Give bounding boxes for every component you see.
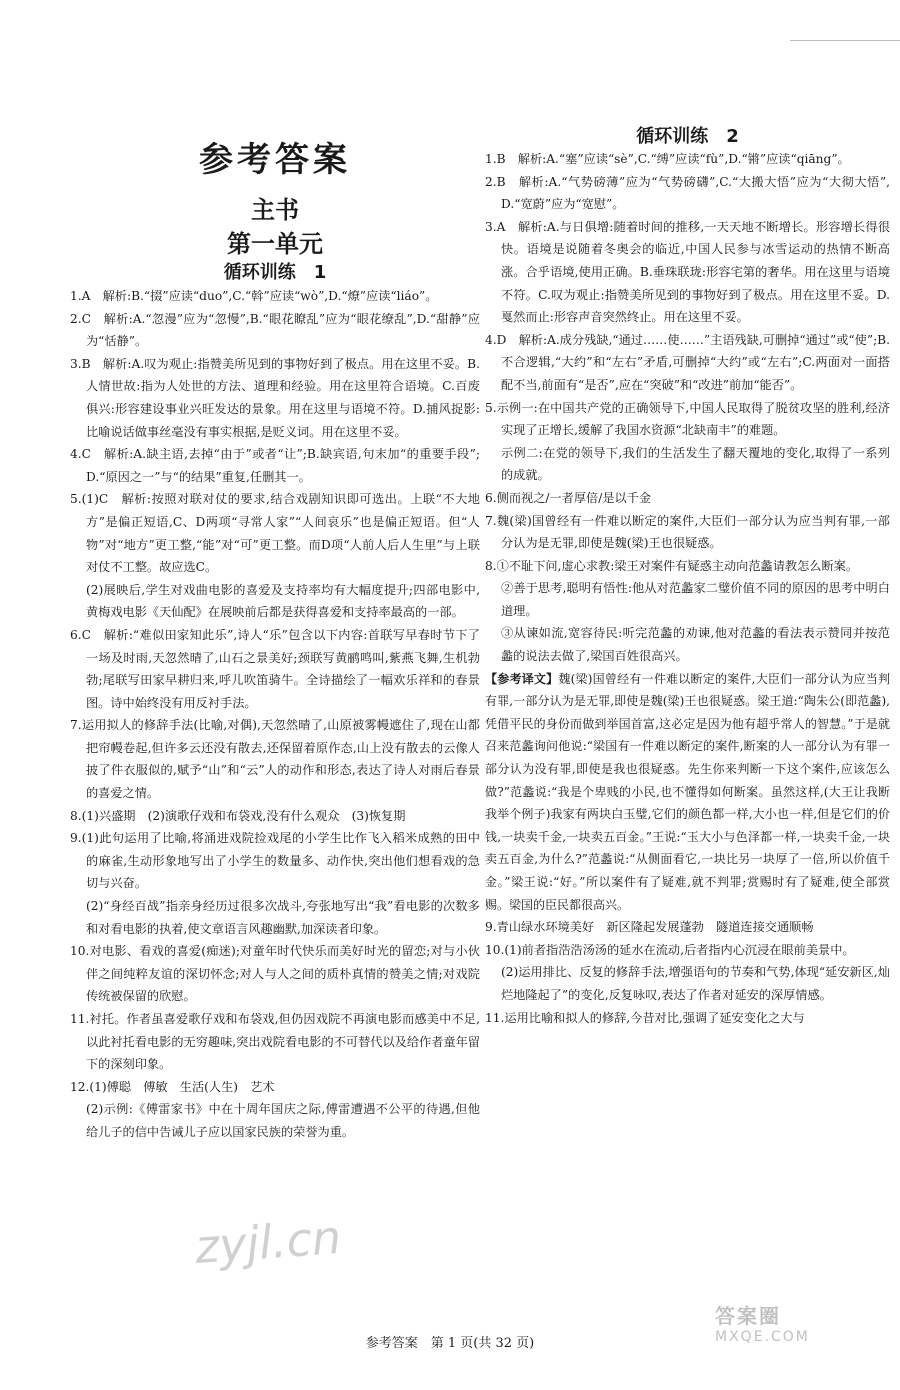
translation-text: 魏(梁)国曾经有一件难以断定的案件,大臣们一部分认为应当判有罪,一部分认为是无罪,即使是魏(梁)王也很疑惑。梁王道:“陶朱公(即范蠡),凭借平民的身份而做到举国首富,这必定是因为他有超乎常人的智慧。”于是就召来范蠡询问他说:“梁国有一件难以断定的案件,断案的人一部分认为有罪一部分认为没有罪,即使是我也很疑惑。先生你来判断一下这个案件,应该怎么做?”范蠡说:“我是个卑贱的小民,也不懂得如何断案。虽然这样,(大王让我断我举个例子)我家有两块白玉璧,它们的颜色都一样,大小也一样,但是它们的价钱,一块卖千金,一块卖五百金。”王说:“玉大小与色泽都一样,一块卖千金,一块卖五百金,为什么?”范蠡说:“从侧面看它,一块比另一块厚了一倍,所以价值千金。”梁王说:“好。”所以案件有了疑难,就不判罪;赏赐时有了疑难,使全部赏赐。梁国的臣民都很高兴。: [485, 671, 890, 912]
watermark-site: MXQE.COM: [715, 1329, 810, 1345]
answer-item: 11.运用比喻和拟人的修辞,今昔对比,强调了延安变化之大与: [485, 1010, 805, 1025]
answer-item: 1.A 解析:B.“掇”应读“duo”,C.“斡”应读“wò”,D.“燎”应读“liáo”。: [70, 289, 438, 303]
answer-item: 示例二:在党的领导下,我们的生活发生了翻天覆地的变化,取得了一系列的成就。: [501, 445, 890, 483]
answer-item: (2)示例:《傅雷家书》中在十周年国庆之际,傅雷遭遇不公平的待遇,但他给儿子的信中告诫儿子应以国家民族的荣誉为重。: [86, 1102, 480, 1139]
answer-item: 6.C 解析:“难似田家知此乐”,诗人“乐”包含以下内容:首联写早春时节下了一场及时雨,天忽然晴了,山石之景美好;颈联写黄鹂鸣叫,紫燕飞舞,生机勃勃;尾联写田家早耕归来,呼儿吹笛骑牛。全诗描绘了一幅欢乐祥和的春景图。诗中始终没有用反衬手法。: [70, 627, 480, 710]
right-answer-list: [485, 148, 890, 1029]
section-title-left: 循环训练 1: [223, 262, 327, 283]
watermark-left: zyjl.cn: [193, 1209, 343, 1275]
unit-title: 第一单元: [227, 230, 323, 258]
translation-tag: 【参考译文】: [485, 671, 559, 686]
answer-item: 12.(1)傅聪 傅敏 生活(人生) 艺术: [70, 1079, 275, 1094]
answer-item: (2)“身经百战”指亲身经历过很多次战斗,夸张地写出“我”看电影的次数多和对看电影的执着,使文章语言风趣幽默,加深读者印象。: [86, 899, 480, 936]
answer-item: 7.魏(梁)国曾经有一件难以断定的案件,大臣们一部分认为应当判有罪,一部分认为是无罪,即使是魏(梁)王也很疑惑。: [485, 513, 890, 551]
answer-item: ②善于思考,聪明有悟性:他从对范蠡家二璧价值不同的原因的思考中明白道理。: [501, 581, 890, 618]
reference-translation: [485, 668, 890, 917]
answer-item: 4.D 解析:A.成分残缺,“通过……使……”主语残缺,可删掉“通过”或“使”;B.不合逻辑,“大约”和“左右”矛盾,可删掉“大约”或“左右”;C.两面对一面搭配不当,前面有“是否”,应在“突破”和“改进”前加“能否”。: [485, 332, 890, 392]
answer-item: 10.对电影、看戏的喜爱(痴迷);对童年时代快乐而美好时光的留恋;对与小伙伴之间纯粹友谊的深切怀念;对人与人之间的质朴真情的赞美之情;对戏院传统被保留的欣慰。: [70, 944, 480, 1004]
book-subtitle: 主书: [251, 196, 299, 224]
answer-item: 3.B 解析:A.叹为观止:指赞美所见到的事物好到了极点。用在这里不妥。B.人情世故:指为人处世的方法、道理和经验。用在这里符合语境。C.百废俱兴:形容建设事业兴旺发达的景象。用在这里与语境不符。D.捕风捉影:比喻说话做事丝毫没有事实根据,是贬义词。用在这里不妥。: [70, 356, 480, 439]
answer-item: 8.①不耻下问,虚心求教:梁王对案件有疑惑主动向范蠡请教怎么断案。: [485, 558, 859, 573]
left-answer-list: [70, 285, 480, 1144]
answer-item: 9.青山绿水环境美好 新区隆起发展蓬勃 隧道连接交通顺畅: [485, 920, 814, 935]
answer-item: 5.示例一:在中国共产党的正确领导下,中国人民取得了脱贫攻坚的胜利,经济实现了正增长,缓解了我国水资源“北缺南丰”的难题。: [485, 400, 890, 438]
answer-item: (2)运用排比、反复的修辞手法,增强语句的节奏和气势,体现“延安新区,灿烂地隆起了”的变化,反复咏叹,表达了作者对延安的深厚情感。: [501, 965, 890, 1002]
page-footer: 参考答案 第 1 页(共 32 页): [365, 1336, 535, 1351]
answer-item: 3.A 解析:A.与日俱增:随着时间的推移,一天天地不断增长。形容增长得很快。语境是说随着冬奥会的临近,中国人民参与冰雪运动的热情不断高涨。合乎语境,使用正确。B.垂珠联珑:形容宅第的奢华。用在这里与语境不符。C.叹为观止:指赞美所见到的事物好到了极点。用在这里不妥。D.戛然而止:形容声音突然终止。用在这里不妥。: [485, 219, 890, 325]
answer-item: 2.C 解析:A.“忽漫”应为“忽慢”,B.“眼花瞭乱”应为“眼花缭乱”,D.“甜静”应为“恬静”。: [70, 311, 480, 349]
answer-item: ③从谏如流,宽容待民:听完范蠡的劝谏,他对范蠡的看法表示赞同并按范蠡的说法去做了,梁国百姓很高兴。: [501, 626, 890, 664]
answer-item: 9.(1)此句运用了比喻,将涌进戏院捡戏尾的小学生比作飞入稻米成熟的田中的麻雀,生动形象地写出了小学生的数量多、动作快,突出他们想看戏的急切与兴奋。: [70, 831, 480, 891]
watermark-logo-text: 答案圈: [715, 1304, 781, 1328]
page-title: 参考答案: [199, 140, 351, 180]
answer-item: 1.B 解析:A.“塞”应读“sè”,C.“缚”应读“fù”,D.“锵”应读“qiāng”。: [485, 152, 850, 166]
answer-item: 2.B 解析:A.“气势磅薄”应为“气势磅礴”,C.“大搬大悟”应为“大彻大悟”,D.“宽蔚”应为“宽慰”。: [485, 174, 890, 212]
answer-item: 8.(1)兴盛期 (2)演歌仔戏和布袋戏,没有什么观众 (3)恢复期: [70, 808, 406, 823]
answer-item: (2)展映后,学生对戏曲电影的喜爱及支持率均有大幅度提升;四部电影中,黄梅戏电影《天仙配》在展映前后都是获得喜爱和支持率最高的一部。: [86, 582, 480, 620]
answer-item: 6.侧而视之/一者厚倍/是以千金: [485, 490, 652, 505]
answer-item: 10.(1)前者指浩浩汤汤的延水在流动,后者指内心沉浸在眼前美景中。: [485, 942, 855, 957]
answer-item: 4.C 解析:A.缺主语,去掉“由于”或者“让”;B.缺宾语,句末加“的重要手段”;D.“原因之一”与“的结果”重复,任删其一。: [70, 447, 480, 484]
top-rule: [790, 40, 900, 41]
answer-item: 7.运用拟人的修辞手法(比喻,对偶),天忽然晴了,山原被雾幔遮住了,现在山都把帘幔卷起,但许多云还没有散去,还保留着原作态,山上没有散去的云像人披了件衣服似的,赋予“山”和“云”人的动作和形态,表达了诗人对雨后春景的喜爱之情。: [70, 718, 480, 801]
answer-item: 11.衬托。作者虽喜爱歌仔戏和布袋戏,但仍因戏院不再演电影而感美中不足,以此衬托看电影的无穷趣味,突出戏院看电影的不可替代以及给作者童年留下的深刻印象。: [70, 1012, 480, 1072]
answer-item: 5.(1)C 解析:按照对联对仗的要求,结合戏剧知识即可选出。上联“不大地方”是偏正短语,C、D两项“寻常人家”“人间哀乐”也是偏正短语。但“人物”对“地方”更工整,“能”对“可”更工整。而D项“人前人后人生里”与上联对仗不工整。故应选C。: [70, 492, 480, 575]
section-title-right: 循环训练 2: [636, 126, 739, 147]
